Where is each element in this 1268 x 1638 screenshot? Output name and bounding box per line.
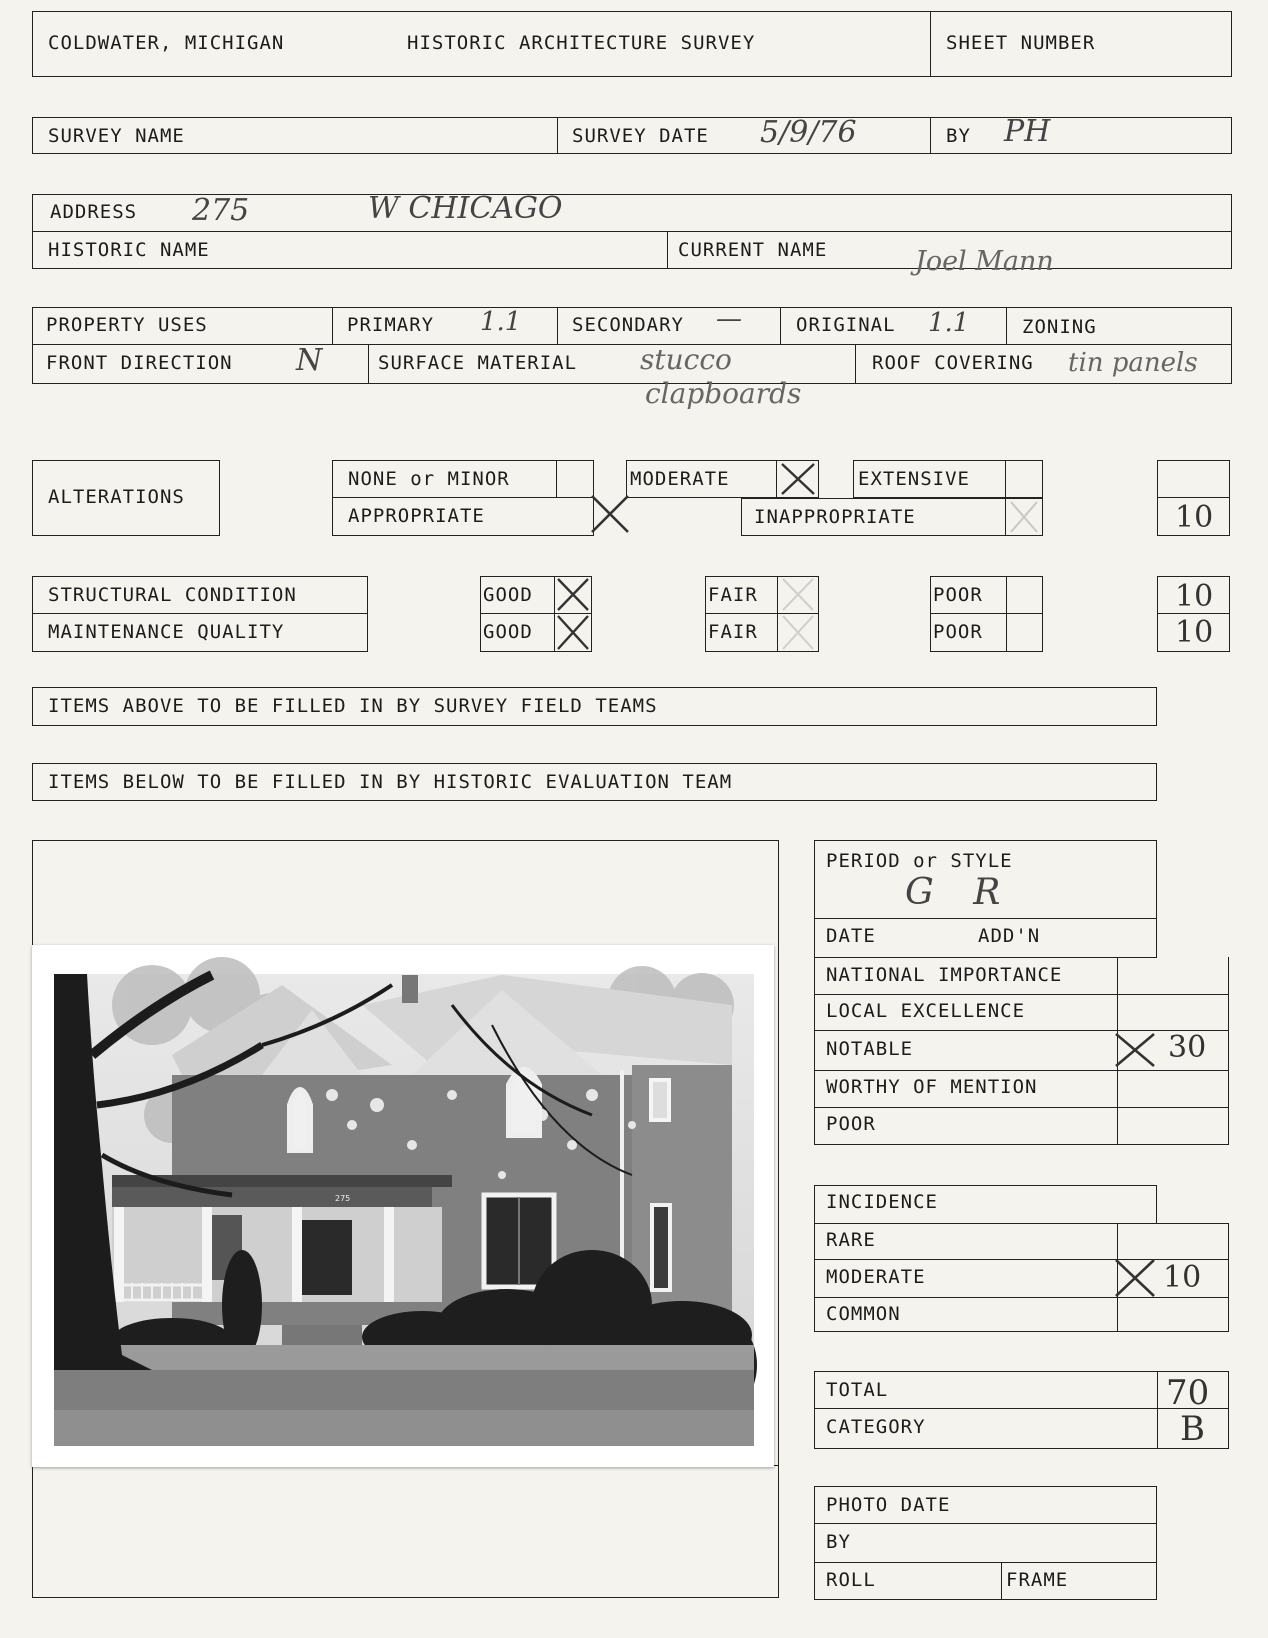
header-divider	[930, 11, 931, 77]
totals-bottom	[814, 1448, 1229, 1449]
check-mark-icon	[586, 490, 634, 538]
incidence-moderate: MODERATE	[826, 1266, 926, 1288]
category-value: B	[1180, 1409, 1205, 1449]
structural-score: 10	[1175, 579, 1214, 614]
check-mark-icon	[1112, 1256, 1160, 1300]
alt-appropriate: APPROPRIATE	[348, 505, 485, 527]
erased-mark-icon	[1005, 498, 1043, 536]
note-below: ITEMS BELOW TO BE FILLED IN BY HISTORIC EVALUATION TEAM	[48, 771, 733, 793]
maintenance-poor: POOR	[933, 621, 983, 643]
incidence-common-bottom	[814, 1331, 1229, 1332]
note-above: ITEMS ABOVE TO BE FILLED IN BY SURVEY FIELD TEAMS	[48, 695, 658, 717]
totals-right	[1228, 1371, 1229, 1448]
eval-score: 30	[1168, 1030, 1207, 1065]
property-div-original	[780, 307, 781, 344]
house-photograph	[32, 945, 774, 1467]
incidence-rare: RARE	[826, 1229, 876, 1251]
eval-notable-bottom	[814, 1070, 1229, 1071]
check-mark-icon	[1112, 1030, 1160, 1070]
maintenance-label: MAINTENANCE QUALITY	[48, 621, 285, 643]
eval-poor-bottom	[814, 1144, 1229, 1145]
note-above-top	[32, 687, 1157, 688]
survey-name-label: SURVEY NAME	[48, 125, 185, 147]
front-direction-label: FRONT DIRECTION	[46, 352, 233, 374]
alt-none-minor: NONE or MINOR	[348, 468, 510, 490]
survey-by-label: BY	[946, 125, 971, 147]
survey-row-bottom	[32, 153, 1232, 154]
alt-options-mid	[332, 497, 594, 498]
address-street: W CHICAGO	[368, 191, 563, 226]
photo-info-roll-div	[1001, 1562, 1002, 1600]
property-div-surface	[368, 344, 369, 383]
roll-label: ROLL	[826, 1569, 876, 1591]
alt-score-mid	[1157, 497, 1230, 498]
eval-score-col-right	[1228, 957, 1229, 1144]
survey-row-div2	[930, 117, 931, 153]
primary-label: PRIMARY	[347, 314, 435, 336]
check-mark-icon	[554, 576, 592, 613]
current-name-value: Joel Mann	[915, 246, 1054, 277]
zoning-label: ZONING	[1022, 316, 1097, 338]
front-direction-value: N	[296, 343, 323, 378]
secondary-label: SECONDARY	[572, 314, 684, 336]
incidence-top	[814, 1185, 1157, 1186]
eval-left	[814, 840, 815, 1145]
eval-local-bottom	[814, 1030, 1229, 1031]
note-above-right	[1156, 687, 1157, 725]
alt-inappropriate: INAPPROPRIATE	[754, 506, 916, 528]
note-below-left	[32, 763, 33, 800]
property-row-top	[32, 307, 1232, 308]
incidence-right	[1156, 1185, 1157, 1223]
incidence-label-bottom	[814, 1223, 1229, 1224]
surface-material-value2: clapboards	[645, 377, 802, 410]
structural-label: STRUCTURAL CONDITION	[48, 584, 297, 606]
alterations-label: ALTERATIONS	[48, 486, 185, 508]
property-row-mid	[32, 344, 1232, 345]
note-below-bottom	[32, 800, 1157, 801]
eval-top	[814, 840, 1157, 841]
house-photo-image	[32, 945, 774, 1467]
eval-worthy-bottom	[814, 1107, 1229, 1108]
property-row-bottom	[32, 383, 1232, 384]
roof-covering-value: tin panels	[1068, 348, 1198, 378]
surface-material-value: stucco	[640, 343, 732, 376]
property-div-secondary	[557, 307, 558, 344]
city-label: COLDWATER, MICHIGAN	[48, 32, 285, 54]
worthy-of-mention: WORTHY OF MENTION	[826, 1076, 1038, 1098]
totals-score-col	[1157, 1371, 1158, 1448]
property-div-zoning	[1006, 307, 1007, 344]
note-below-top	[32, 763, 1157, 764]
category-label: CATEGORY	[826, 1416, 926, 1438]
eval-poor: POOR	[826, 1113, 876, 1135]
secondary-value: —	[716, 304, 742, 334]
photo-frame-top	[32, 840, 779, 841]
sheet-number-label: SHEET NUMBER	[946, 32, 1096, 54]
totals-left	[814, 1371, 815, 1448]
eval-right	[1156, 840, 1157, 957]
address-label: ADDRESS	[50, 201, 138, 223]
property-div-roof	[855, 344, 856, 383]
incidence-common: COMMON	[826, 1303, 901, 1325]
eval-date-bottom	[814, 957, 1157, 958]
current-name-label: CURRENT NAME	[678, 239, 828, 261]
incidence-score-right	[1228, 1223, 1229, 1331]
frame-label: FRAME	[1006, 1569, 1069, 1591]
erased-mark-icon	[777, 576, 819, 613]
form-title: HISTORIC ARCHITECTURE SURVEY	[407, 32, 756, 54]
address-number: 275	[192, 193, 250, 228]
roof-covering-label: ROOF COVERING	[872, 352, 1034, 374]
photo-date-label: PHOTO DATE	[826, 1494, 951, 1516]
alt-extensive-checkbox-div	[1005, 460, 1006, 498]
check-mark-icon	[776, 460, 820, 498]
total-label: TOTAL	[826, 1379, 889, 1401]
eval-national-bottom	[814, 994, 1229, 995]
national-importance: NATIONAL IMPORTANCE	[826, 964, 1063, 986]
note-above-bottom	[32, 725, 1157, 726]
incidence-left	[814, 1185, 815, 1331]
note-above-left	[32, 687, 33, 725]
survey-row-left	[32, 117, 33, 153]
structural-poor: POOR	[933, 584, 983, 606]
alt-score: 10	[1175, 500, 1214, 535]
maintenance-good: GOOD	[483, 621, 533, 643]
structural-fair: FAIR	[708, 584, 758, 606]
property-left	[32, 307, 33, 383]
property-uses-label: PROPERTY USES	[46, 314, 208, 336]
period-label: PERIOD or STYLE	[826, 850, 1013, 872]
original-label: ORIGINAL	[796, 314, 896, 336]
photo-info-row2	[814, 1562, 1157, 1563]
house-number-plate: 275	[335, 1194, 351, 1203]
surface-material-label: SURFACE MATERIAL	[378, 352, 578, 374]
period-value: G R	[905, 872, 1015, 913]
structural-good: GOOD	[483, 584, 533, 606]
note-below-right	[1156, 763, 1157, 800]
totals-top	[814, 1371, 1229, 1372]
photo-frame-right	[778, 840, 779, 1597]
incidence-label: INCIDENCE	[826, 1191, 938, 1213]
maintenance-score: 10	[1175, 615, 1214, 650]
survey-by-value: PH	[1004, 114, 1051, 149]
address-name-divider	[667, 231, 668, 269]
alt-extensive: EXTENSIVE	[858, 468, 970, 490]
photo-frame-bottom	[32, 1597, 779, 1598]
poor-mid	[930, 613, 1043, 614]
alt-moderate: MODERATE	[630, 468, 730, 490]
eval-date-label: DATE	[826, 925, 876, 947]
survey-row-top	[32, 117, 1232, 118]
total-value: 70	[1166, 1373, 1210, 1413]
photo-by-label: BY	[826, 1531, 851, 1553]
address-divider	[32, 231, 1232, 232]
survey-date-value: 5/9/76	[760, 115, 857, 150]
original-value: 1.1	[928, 308, 970, 338]
condition-mid	[32, 613, 368, 614]
maintenance-fair: FAIR	[708, 621, 758, 643]
photo-info-row1	[814, 1523, 1157, 1524]
survey-row-right	[1231, 117, 1232, 153]
incidence-score: 10	[1163, 1260, 1202, 1295]
property-div-primary	[332, 307, 333, 344]
survey-date-label: SURVEY DATE	[572, 125, 709, 147]
alt-none-checkbox-div	[556, 460, 557, 497]
check-mark-icon	[554, 613, 592, 652]
erased-mark-icon	[777, 613, 819, 652]
survey-row-div1	[557, 117, 558, 153]
incidence-moderate-bottom	[814, 1297, 1229, 1298]
local-excellence: LOCAL EXCELLENCE	[826, 1000, 1026, 1022]
primary-value: 1.1	[480, 307, 522, 337]
eval-period-bottom	[814, 918, 1157, 919]
notable: NOTABLE	[826, 1038, 914, 1060]
poor-div	[1006, 576, 1007, 652]
historic-name-label: HISTORIC NAME	[48, 239, 210, 261]
eval-addn-label: ADD'N	[978, 925, 1041, 947]
property-right	[1231, 307, 1232, 383]
